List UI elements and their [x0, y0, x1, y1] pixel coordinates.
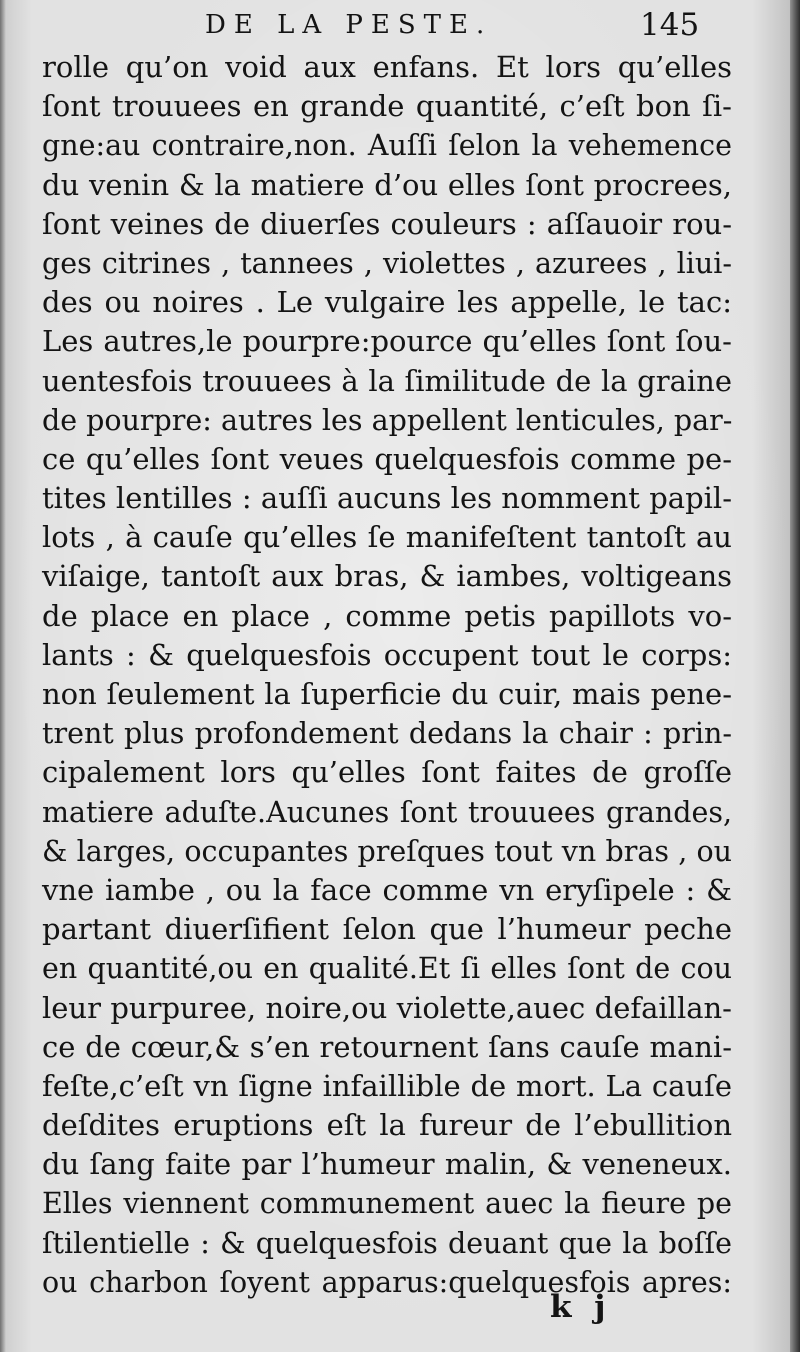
text-line: matiere aduſte.Aucunes ſont trouuees grandes, [42, 795, 732, 829]
page-edge-shadow [790, 0, 800, 1352]
text-line: trent plus profondement dedans la chair : prin- [42, 717, 732, 751]
text-line: partant diuerſifient ſelon que l’humeur peche [42, 912, 732, 947]
text-line: de pourpre: autres les appellent lenticules, par- [42, 403, 733, 437]
text-line: ou charbon ſoyent apparus:quelquesfois apres: [42, 1265, 732, 1299]
text-line: du ſang faite par l’humeur malin, & veneneux. [42, 1147, 732, 1182]
text-line: Les autres,le pourpre:pource qu’elles ſont ſou- [42, 324, 732, 359]
text-line: en quantité,ou en qualité.Et ſi elles ſont de cou [42, 952, 732, 986]
text-line: cipalement lors qu’elles ſont faites de groſſe [42, 755, 732, 790]
text-line: ſtilentielle : & quelquesfois deuant que la boſſe [42, 1226, 732, 1260]
text-line: du venin & la matiere d’ou elles ſont procrees, [42, 167, 732, 202]
text-line: des ou noires . Le vulgaire les appelle, le tac: [42, 285, 732, 320]
text-line: lants : & quelquesfois occupent tout le corps: [42, 637, 732, 672]
text-line: de place en place , comme petis papillots vo- [42, 598, 732, 633]
text-line: ce qu’elles ſont veues quelquesfois comme pe- [42, 441, 732, 476]
page-gutter-shadow [0, 0, 6, 1352]
text-line: deſdites eruptions eſt la fureur de l’ebullition [42, 1108, 732, 1143]
running-head: DE LA PESTE. [205, 10, 493, 40]
text-line: ſont veines de diuerſes couleurs : aſſauoir rou- [42, 206, 732, 241]
text-line: vne iambe , ou la face comme vn eryſipele : & [42, 872, 732, 907]
text-line: ſont trouuees en grande quantité, c’eſt bon ſi- [42, 89, 732, 124]
page-number: 145 [640, 7, 700, 43]
text-line: viſaige, tantoſt aux bras, & iambes, voltigeans [42, 559, 732, 594]
text-line: & larges, occupantes preſques tout vn bras , ou [42, 834, 732, 868]
text-line: lots , à cauſe qu’elles ſe manifeſtent tantoſt au [42, 520, 732, 555]
text-line: leur purpuree, noire,ou violette,auec defaillan- [42, 990, 732, 1025]
text-line: ges citrines , tannees , violettes , azurees , liui- [42, 246, 732, 280]
text-line: feſte,c’eſt vn ſigne infaillible de mort. La cauſe [42, 1068, 732, 1103]
body-text [42, 48, 732, 1302]
text-line: rolle qu’on void aux enfans. Et lors qu’elles [42, 50, 732, 84]
text-line: non ſeulement la ſuperficie du cuir, mais pene- [42, 677, 732, 711]
signature-mark: k j [550, 1289, 612, 1325]
text-line: Elles viennent communement auec la fieure pe [42, 1187, 732, 1221]
text-line: gne:au contraire,non. Auſſi ſelon la vehemence [42, 129, 732, 163]
text-line: ce de cœur,& s’en retournent ſans cauſe mani- [42, 1029, 732, 1064]
text-line: uentesfois trouuees à la ſimilitude de la graine [42, 363, 732, 398]
text-line: tites lentilles : auſſi aucuns les nomment papil- [42, 481, 732, 516]
